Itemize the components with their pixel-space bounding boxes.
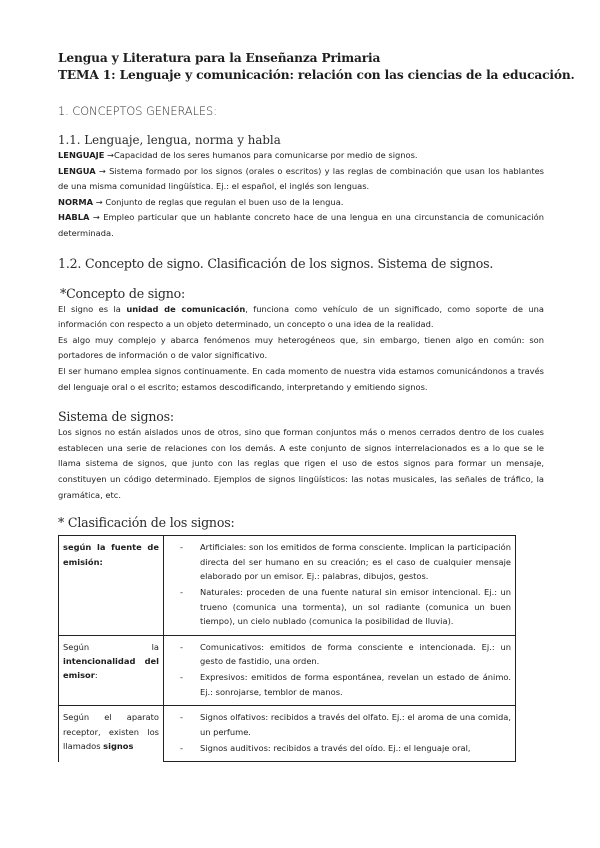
course-title: Lengua y Literatura para la Enseñanza Primaria [58,51,381,65]
items-list [176,710,511,755]
definition-text-norma: Conjunto de reglas que regulan el buen uso de la lengua. [105,196,344,207]
definition-text-habla: Empleo particular que un hablante concreto hace de una lengua en una circunstancia de comunicación determinada. [58,212,544,238]
system-paragraph: Los signos no están aislados unos de otros, sino que forman conjuntos más o menos cerrados dentro de los cuales establecen una serie de relaciones con los demás. A este conjunto de signos interrelacionados es a lo que se le llama sistema de signos, que junto con las reglas que rigen el uso de estos signos para formar un mensaje, constituyen un código determinado. Ejemplos de signos lingüísticos: las notas musicales, las señales de tráfico, la gramática, etc. [58,427,544,500]
classification-heading: * Clasificación de los signos: [58,515,235,531]
concept-p1-end: , funciona como vehículo de un significado, como soporte de una información con respecto a un objeto determinado, un concepto o una idea de la realidad. [58,303,544,330]
items-list [176,640,511,700]
items-cell [164,536,516,635]
definition-lengua [58,164,544,195]
criterion-cell [59,706,164,762]
classification-table [58,535,516,762]
definition-habla [58,210,544,241]
arrow-habla: → [89,212,104,223]
definitions-list [58,148,544,242]
concept-p1-bold: unidad de comunicación [126,303,246,314]
list-item: - Comunicativos: emitidos de forma consciente e intencionada. Ej.: un gesto de fastidio, una orden. [176,640,511,669]
table-row [59,706,516,762]
items-cell [164,635,516,706]
definition-norma [58,195,544,211]
criterion-cell [59,635,164,706]
concept-paragraph-2: Es algo muy complejo y abarca fenómenos muy heterogéneos que, sin embargo, tienen algo en común: son portadores de información o de valor significativo. [58,334,544,361]
concept-p1-start: El signo es la [58,303,127,314]
term-norma: NORMA [58,196,94,207]
items-cell [164,706,516,762]
criterion-text-bold: signos [103,740,134,751]
section-heading: 1. CONCEPTOS GENERALES: [58,105,218,118]
concept-paragraph-1 [58,302,544,333]
arrow-lenguaje: → [104,150,114,160]
list-item: - Signos olfativos: recibidos a través del olfato. Ej.: el aroma de una comida, un perfume. [176,710,511,739]
criterion-text-end: : [94,670,98,681]
concept-heading: *Concepto de signo: [60,285,186,301]
criterion-text-bold: intencionalidad del emisor [63,655,159,681]
term-lengua: LENGUA [58,165,96,176]
list-item: - Signos auditivos: recibidos a través del oído. Ej.: el lenguaje oral, [176,741,511,755]
term-habla: HABLA [58,212,90,223]
criterion-text: según la fuente de emisión: [63,542,159,567]
table-row [59,635,516,706]
topic-title: TEMA 1: Lenguaje y comunicación: relación con las ciencias de la educación. [58,68,575,82]
definition-text-lenguaje: Capacidad de los seres humanos para comunicarse por medio de signos. [113,150,418,160]
concept-paragraph-3: El ser humano emplea signos continuamente. En cada momento de nuestra vida estamos comunicándonos a través del lenguaje oral o el escrito; estamos descodificando, interpretando y emitiendo signos. [58,365,544,392]
list-item: - Expresivos: emitidos de forma espontánea, revelan un estado de ánimo. Ej.: sonrojarse, temblor de manos. [176,670,511,699]
list-item: - Naturales: proceden de una fuente natural sin emisor intencional. Ej.: un trueno (comunica una tormenta), un sol radiante (comunica un buen tiempo), un cielo nublado (comunica la posibilidad de lluvia). [176,585,511,628]
system-heading: Sistema de signos: [58,409,174,425]
document-page [58,50,575,762]
subsection-heading-1-2: 1.2. Concepto de signo. Clasificación de los signos. Sistema de signos. [58,255,494,271]
items-list [176,540,511,628]
arrow-lengua: → [95,165,110,176]
criterion-text-start: Según el aparato receptor, existen los llamados [63,712,159,751]
table-row [59,536,516,635]
list-item: - Artificiales: son los emitidos de forma consciente. Implican la participación directa del ser humano en su creación; es el caso de cualquier mensaje elaborado por un emisor. Ej.: palabras, dibujos, gestos. [176,540,511,583]
subsection-heading-1-1: 1.1. Lenguaje, lengua, norma y habla [58,133,281,147]
definition-text-lengua: Sistema formado por los signos (orales o escritos) y las reglas de combinación que usan los hablantes de una misma comunidad lingüística. Ej.: el español, el inglés son lenguas. [58,165,544,192]
definition-lenguaje [58,148,544,164]
criterion-cell [59,536,164,635]
criterion-text-start: Según la [63,641,159,652]
arrow-norma: → [93,196,106,207]
term-lenguaje: LENGUAJE [58,150,105,160]
